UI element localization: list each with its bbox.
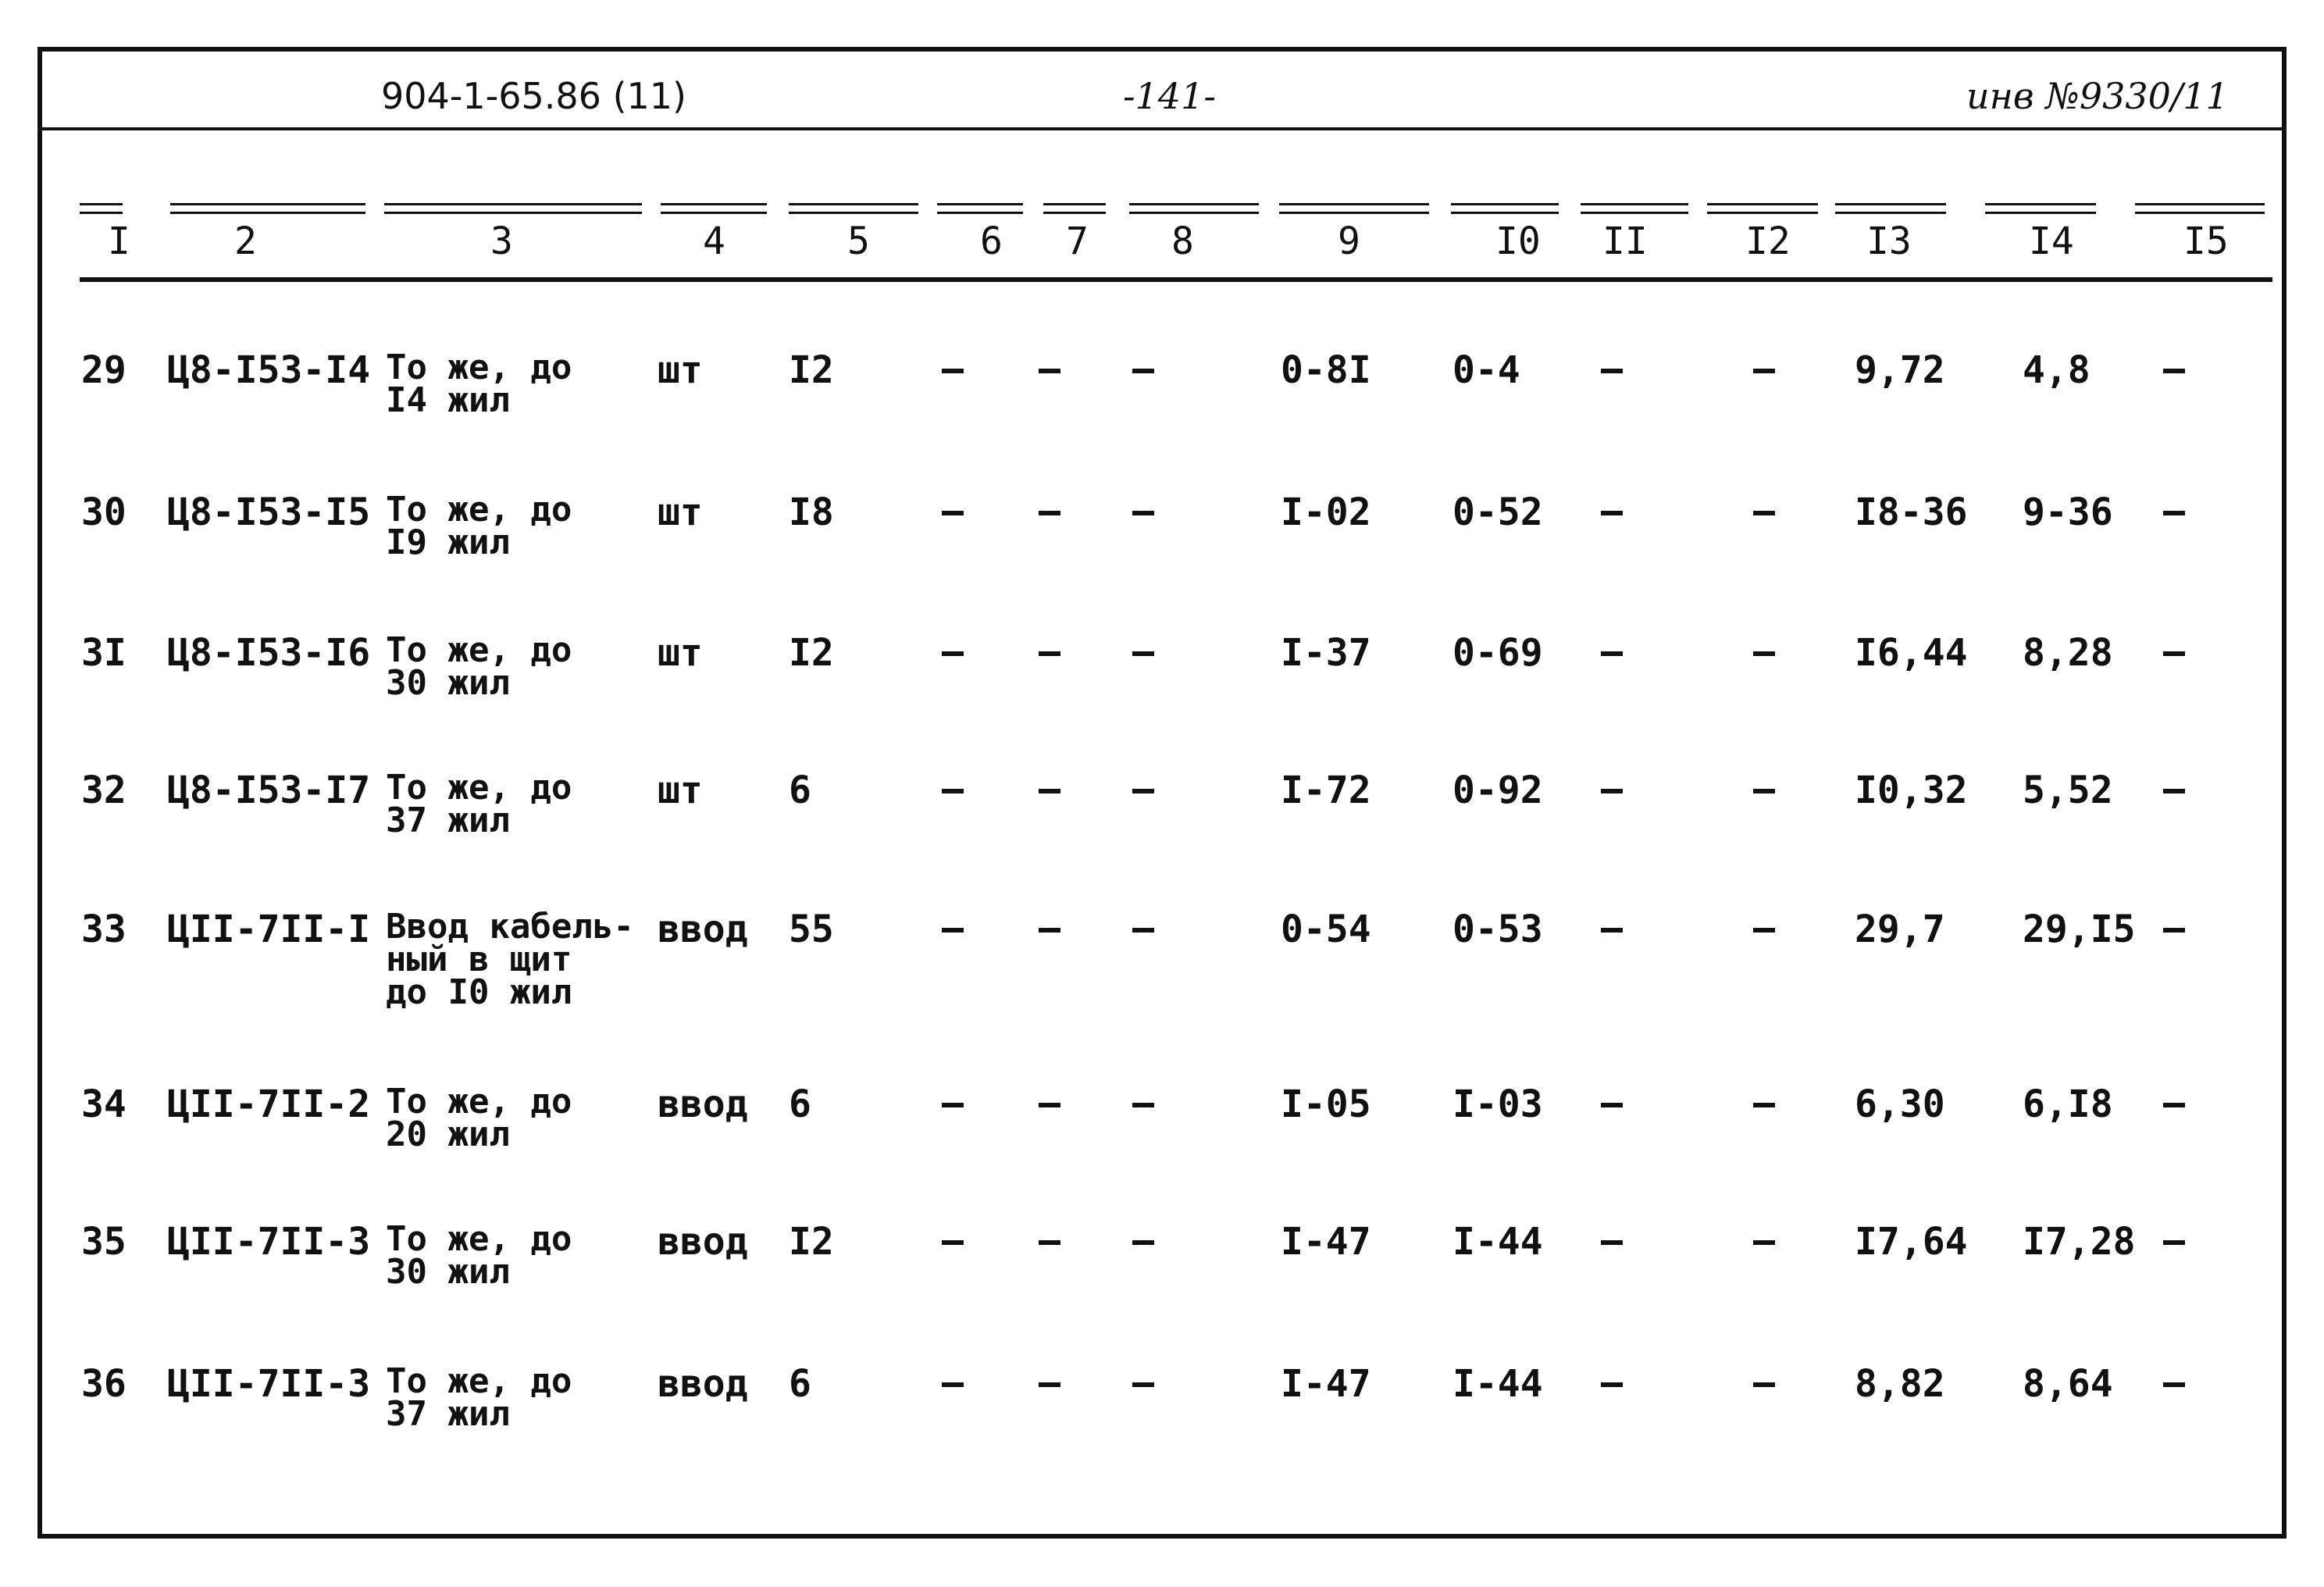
column-header-rule	[2135, 203, 2265, 214]
unit: шт	[658, 348, 703, 392]
quantity: 55	[789, 908, 834, 951]
col-8-value	[1132, 1103, 1154, 1107]
col-13-value: 9,72	[1855, 348, 1945, 392]
quantity: 6	[789, 769, 811, 812]
doc-code-text: 904-1-65.86	[381, 75, 601, 117]
col-11-value	[1601, 369, 1623, 373]
col-14-value: 29,I5	[2023, 908, 2136, 951]
column-number: II	[1602, 219, 1648, 263]
col-11-value	[1601, 1103, 1623, 1107]
unit: шт	[658, 490, 703, 534]
inventory-number: инв №9330/11	[1966, 75, 2229, 117]
column-number: 6	[980, 219, 1003, 263]
col-12-value	[1753, 1103, 1775, 1107]
col-15-value	[2163, 1240, 2185, 1245]
col-13-value: 6,30	[1855, 1082, 1945, 1126]
col-8-value	[1132, 1382, 1154, 1387]
rate-code: ЦII-7II-I	[167, 908, 371, 951]
column-header-rule	[170, 203, 365, 214]
rate-code: Ц8-I53-I6	[167, 631, 371, 675]
unit: ввод	[658, 1220, 748, 1264]
col-8-value	[1132, 789, 1154, 794]
col-12-value	[1753, 789, 1775, 794]
col-9-value: I-47	[1281, 1220, 1371, 1264]
quantity: I2	[789, 1220, 834, 1264]
document-code	[381, 75, 687, 117]
col-10-value: 0-69	[1452, 631, 1543, 675]
col-9-value: 0-8I	[1281, 348, 1371, 392]
work-description: То же, до 20 жил	[386, 1082, 572, 1154]
column-number: 3	[490, 219, 513, 263]
col-14-value: 8,64	[2023, 1362, 2113, 1406]
column-header-rule	[1835, 203, 1946, 214]
col-6-value	[942, 511, 964, 515]
col-10-value: 0-92	[1452, 769, 1543, 812]
col-7-value	[1039, 1240, 1060, 1245]
col-10-value: I-03	[1452, 1082, 1543, 1126]
col-14-value: 5,52	[2023, 769, 2113, 812]
row-number: 29	[81, 348, 127, 392]
col-9-value: I-47	[1281, 1362, 1371, 1406]
unit: шт	[658, 631, 703, 675]
row-number: 34	[81, 1082, 127, 1126]
column-header-rule	[1451, 203, 1559, 214]
col-7-value	[1039, 928, 1060, 933]
col-10-value: 0-52	[1452, 490, 1543, 534]
quantity: 6	[789, 1082, 811, 1126]
column-header-rule	[1129, 203, 1259, 214]
column-number: I5	[2183, 219, 2229, 263]
column-number: 4	[703, 219, 725, 263]
col-8-value	[1132, 511, 1154, 515]
work-description: То же, до I9 жил	[386, 490, 572, 562]
rate-code: ЦII-7II-3	[167, 1220, 371, 1264]
col-15-value	[2163, 1103, 2185, 1107]
col-7-value	[1039, 789, 1060, 794]
quantity: I2	[789, 348, 834, 392]
col-11-value	[1601, 1382, 1623, 1387]
row-number: 33	[81, 908, 127, 951]
column-number: 2	[234, 219, 257, 263]
quantity: 6	[789, 1362, 811, 1406]
col-6-value	[942, 1240, 964, 1245]
col-8-value	[1132, 1240, 1154, 1245]
col-13-value: I0,32	[1855, 769, 1968, 812]
row-number: 36	[81, 1362, 127, 1406]
column-number: 7	[1066, 219, 1089, 263]
column-number: 8	[1171, 219, 1194, 263]
col-15-value	[2163, 928, 2185, 933]
col-13-value: I6,44	[1855, 631, 1968, 675]
unit: ввод	[658, 1082, 748, 1126]
col-13-value: I7,64	[1855, 1220, 1968, 1264]
column-header-rule	[1279, 203, 1429, 214]
rate-code: ЦII-7II-3	[167, 1362, 371, 1406]
col-14-value: 4,8	[2023, 348, 2091, 392]
col-11-value	[1601, 1240, 1623, 1245]
col-6-value	[942, 369, 964, 373]
unit: шт	[658, 769, 703, 812]
row-number: 30	[81, 490, 127, 534]
unit: ввод	[658, 908, 748, 951]
col-7-value	[1039, 1103, 1060, 1107]
col-9-value: I-37	[1281, 631, 1371, 675]
column-number: I	[108, 219, 130, 263]
col-14-value: 9-36	[2023, 490, 2113, 534]
column-header-rule	[937, 203, 1023, 214]
quantity: I8	[789, 490, 834, 534]
col-15-value	[2163, 369, 2185, 373]
col-6-value	[942, 1382, 964, 1387]
col-11-value	[1601, 511, 1623, 515]
col-10-value: 0-53	[1452, 908, 1543, 951]
rate-code: ЦII-7II-2	[167, 1082, 371, 1126]
col-12-value	[1753, 928, 1775, 933]
col-10-value: I-44	[1452, 1362, 1543, 1406]
col-12-value	[1753, 369, 1775, 373]
work-description: То же, до 30 жил	[386, 1219, 572, 1292]
column-header-rule	[1581, 203, 1688, 214]
col-6-value	[942, 789, 964, 794]
column-header-rule	[661, 203, 767, 214]
col-6-value	[942, 1103, 964, 1107]
col-7-value	[1039, 369, 1060, 373]
rate-code: Ц8-I53-I7	[167, 769, 371, 812]
sheet-ref: (11)	[612, 75, 687, 117]
col-7-value	[1039, 651, 1060, 656]
column-header-rule	[384, 203, 642, 214]
col-9-value: I-05	[1281, 1082, 1371, 1126]
column-number: I0	[1495, 219, 1541, 263]
col-8-value	[1132, 651, 1154, 656]
row-number: 32	[81, 769, 127, 812]
col-15-value	[2163, 1382, 2185, 1387]
col-8-value	[1132, 928, 1154, 933]
quantity: I2	[789, 631, 834, 675]
rate-code: Ц8-I53-I4	[167, 348, 371, 392]
header-divider	[37, 127, 2287, 130]
col-15-value	[2163, 511, 2185, 515]
rate-code: Ц8-I53-I5	[167, 490, 371, 534]
col-7-value	[1039, 511, 1060, 515]
col-6-value	[942, 928, 964, 933]
col-12-value	[1753, 1240, 1775, 1245]
column-header-rule	[1707, 203, 1818, 214]
col-13-value: 29,7	[1855, 908, 1945, 951]
col-6-value	[942, 651, 964, 656]
col-15-value	[2163, 789, 2185, 794]
column-number: I2	[1745, 219, 1791, 263]
col-9-value: 0-54	[1281, 908, 1371, 951]
work-description: То же, до 37 жил	[386, 768, 572, 840]
col-7-value	[1039, 1382, 1060, 1387]
column-number: I4	[2029, 219, 2074, 263]
col-12-value	[1753, 511, 1775, 515]
col-11-value	[1601, 928, 1623, 933]
col-12-value	[1753, 1382, 1775, 1387]
col-10-value: 0-4	[1452, 348, 1520, 392]
row-number: 3I	[81, 631, 127, 675]
col-14-value: 6,I8	[2023, 1082, 2113, 1126]
col-10-value: I-44	[1452, 1220, 1543, 1264]
column-number: I3	[1866, 219, 1912, 263]
col-12-value	[1753, 651, 1775, 656]
col-13-value: I8-36	[1855, 490, 1968, 534]
column-number: 9	[1338, 219, 1360, 263]
page-number: -141-	[1123, 75, 1216, 117]
column-header-rule	[80, 203, 123, 214]
col-13-value: 8,82	[1855, 1362, 1945, 1406]
unit: ввод	[658, 1362, 748, 1406]
column-header-rule	[789, 203, 918, 214]
row-number: 35	[81, 1220, 127, 1264]
column-header-rule	[1043, 203, 1106, 214]
col-9-value: I-72	[1281, 769, 1371, 812]
col-8-value	[1132, 369, 1154, 373]
col-11-value	[1601, 651, 1623, 656]
work-description: То же, до 30 жил	[386, 630, 572, 703]
column-number: 5	[847, 219, 870, 263]
work-description: То же, до 37 жил	[386, 1361, 572, 1434]
column-numbers-underline	[80, 277, 2272, 282]
work-description: Ввод кабель- ный в щит до I0 жил	[386, 907, 634, 1012]
col-15-value	[2163, 651, 2185, 656]
col-9-value: I-02	[1281, 490, 1371, 534]
column-header-rule	[1985, 203, 2096, 214]
col-14-value: 8,28	[2023, 631, 2113, 675]
col-14-value: I7,28	[2023, 1220, 2136, 1264]
col-11-value	[1601, 789, 1623, 794]
work-description: То же, до I4 жил	[386, 348, 572, 420]
